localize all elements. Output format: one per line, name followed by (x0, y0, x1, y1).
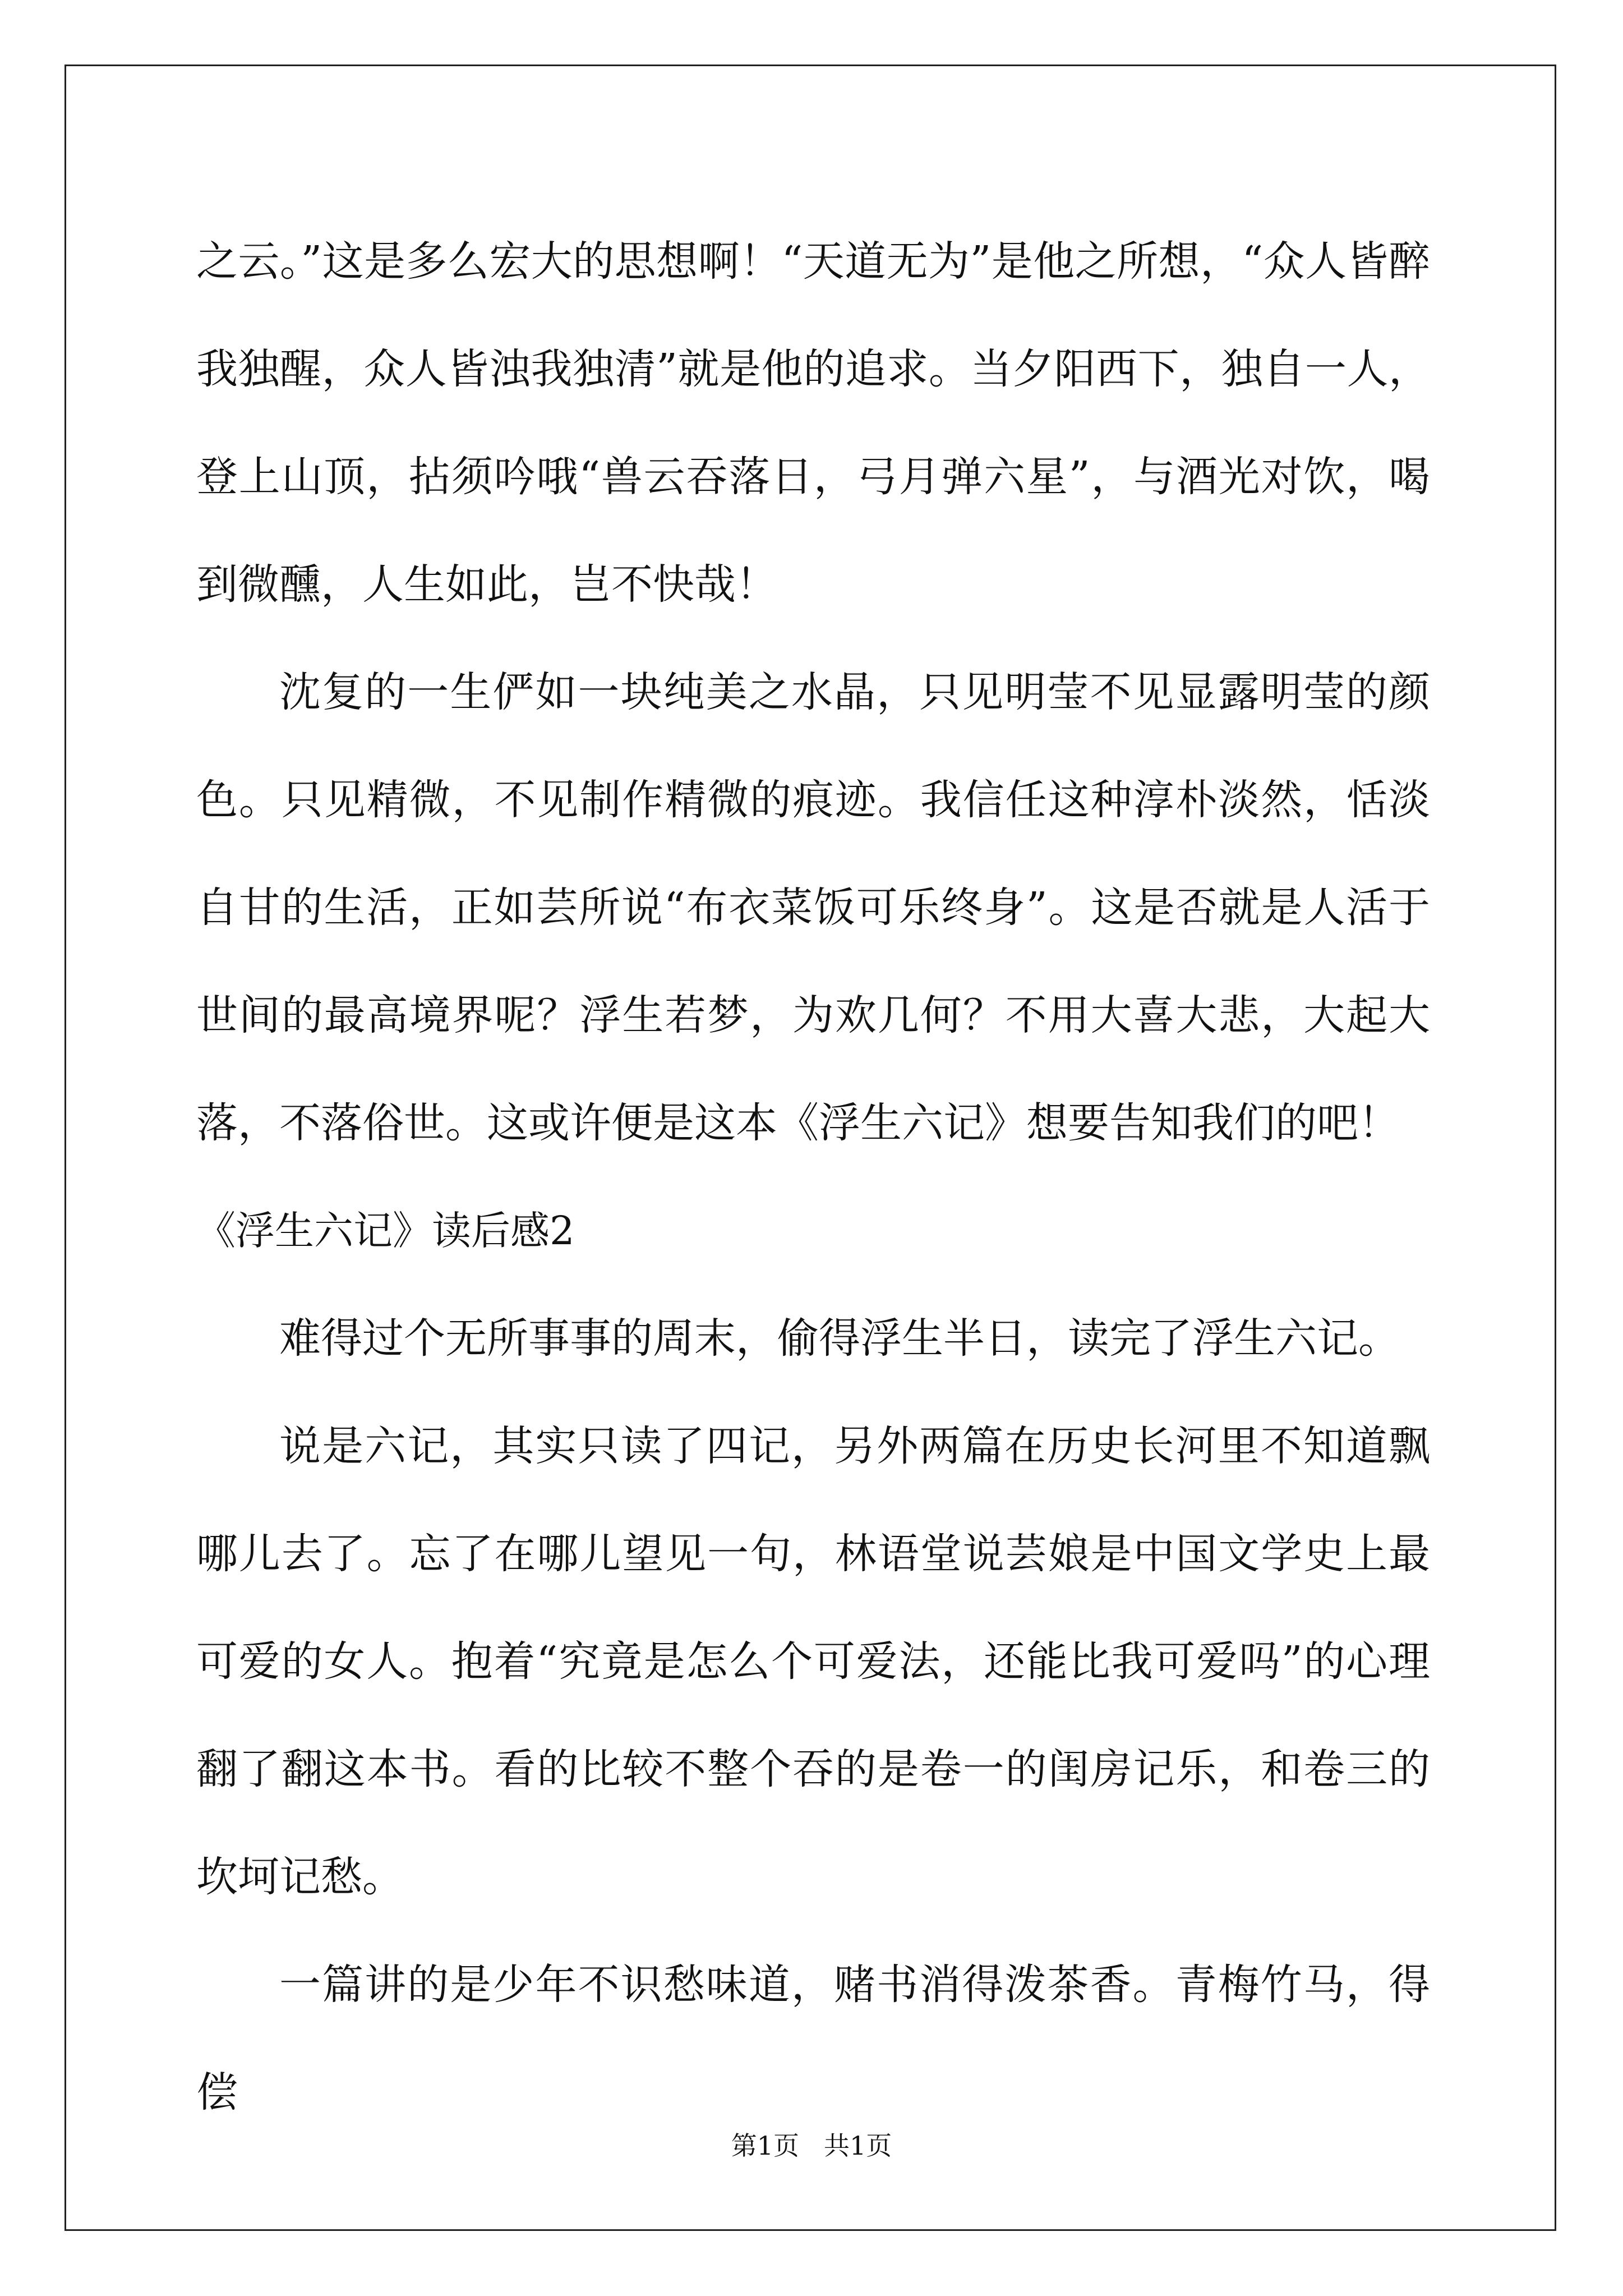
paragraph-5: 一篇讲的是少年不识愁味道，赌书消得泼茶香。青梅竹马，得偿 (196, 1961, 1430, 2116)
paragraph-3: 难得过个无所事事的周末，偷得浮生半日，读完了浮生六记。 (279, 1314, 1400, 1363)
page-total: 共1页 (823, 2131, 892, 2161)
paragraph-2: 沈复的一生俨如一块纯美之水晶，只见明莹不见显露明莹的颜色。只见精微，不见制作精微的痕迹。我信任这种淳朴淡然，恬淡自甘的生活，正如芸所说“布衣菜饭可乐终身”。这是否就是人活于世间的最高境界呢？浮生若梦，为欢几何？不用大喜大悲，大起大落，不落俗世。这或许便是这本《浮生六记》想要告知我们的吧！ (196, 668, 1430, 1147)
section-heading: 《浮生六记》读后感2 (196, 1208, 575, 1254)
page-footer (0, 2129, 1623, 2162)
page-number: 第1页 (731, 2131, 800, 2161)
paragraph-1: 之云。”这是多么宏大的思想啊！“天道无为”是他之所想，“众人皆醉我独醒，众人皆浊我独清”就是他的追求。当夕阳西下，独自一人，登上山顶，拈须吟哦“兽云吞落日，弓月弹六星”，与酒光对饮，喝到微醺，人生如此，岂不快哉！ (196, 237, 1430, 609)
paragraph-4: 说是六记，其实只读了四记，另外两篇在历史长河里不知道飘哪儿去了。忘了在哪儿望见一句，林语堂说芸娘是中国文学史上最可爱的女人。抱着“究竟是怎么个可爱法，还能比我可爱吗”的心理翻了翻这本书。看的比较不整个吞的是卷一的闺房记乐，和卷三的坎坷记愁。 (196, 1422, 1430, 1901)
document-body (196, 208, 1430, 2146)
